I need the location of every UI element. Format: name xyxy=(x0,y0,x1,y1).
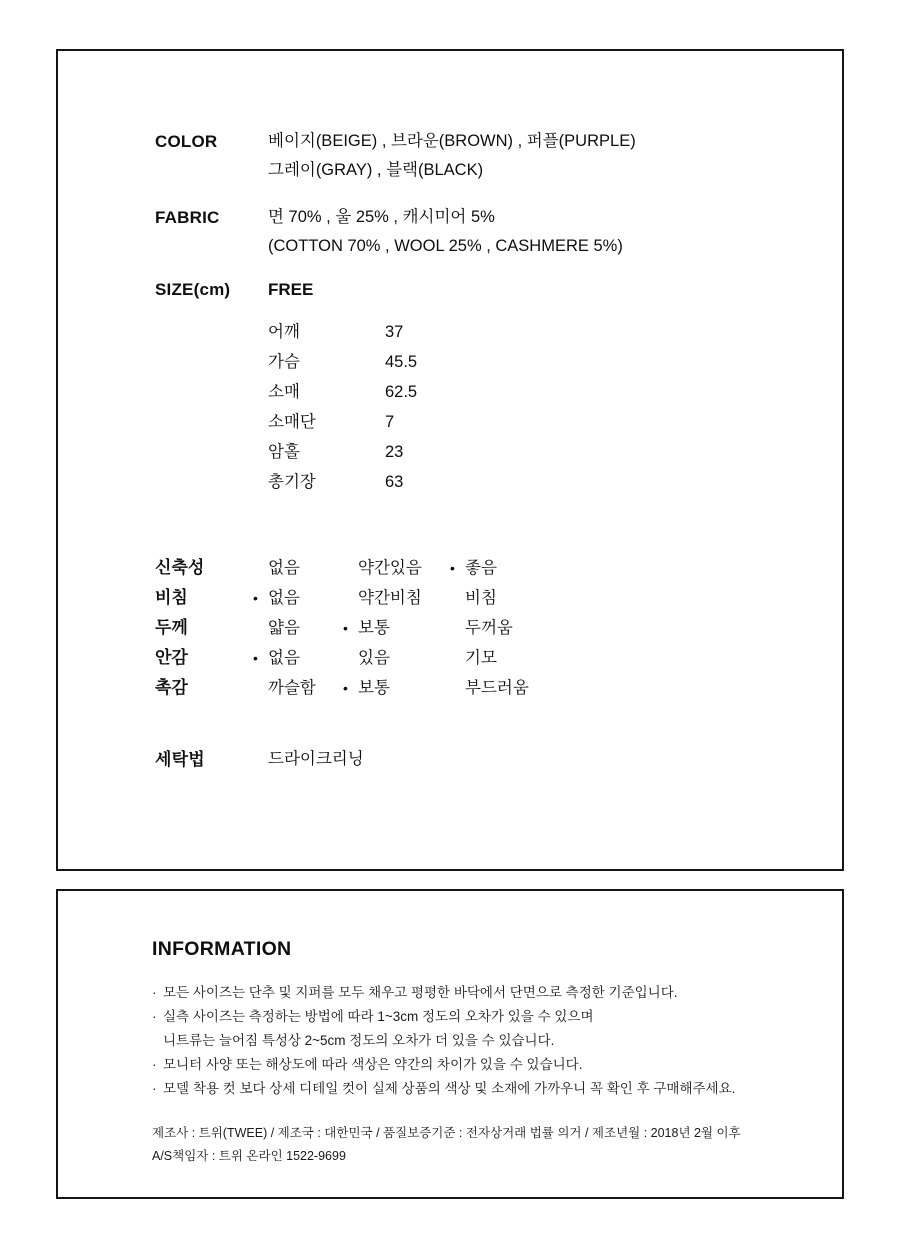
measurement-name: 총기장 xyxy=(268,473,316,491)
note-text: 모델 착용 컷 보다 상세 디테일 컷이 실제 상품의 색상 및 소재에 가까우니 꼭 확인 후 구매해주세요. xyxy=(163,1081,736,1096)
color-value-line-2: 그레이(GRAY) , 블랙(BLACK) xyxy=(268,161,484,179)
attribute-option-label: 없음 xyxy=(268,649,300,667)
size-table-row xyxy=(268,407,806,437)
attribute-option-label: 없음 xyxy=(268,589,300,607)
information-notes xyxy=(152,981,806,1101)
attribute-label: 안감 xyxy=(155,648,188,667)
information-title: INFORMATION xyxy=(152,938,292,960)
selected-bullet-icon: • xyxy=(253,590,258,606)
attribute-option-label: 얇음 xyxy=(268,619,300,637)
size-fit-value: FREE xyxy=(268,280,314,299)
attribute-option xyxy=(465,613,806,643)
attribute-option xyxy=(465,673,806,703)
measurement-value: 62.5 xyxy=(385,383,418,401)
attribute-option-label: 보통 xyxy=(358,619,390,637)
attribute-option xyxy=(253,643,358,673)
note-text: 실측 사이즈는 측정하는 방법에 따라 1~3cm 정도의 오차가 있을 수 있으며 xyxy=(163,1009,594,1024)
attribute-option-label: 비침 xyxy=(465,589,497,607)
attribute-option xyxy=(358,583,465,613)
product-spec-panel xyxy=(56,49,844,871)
size-measurement-table xyxy=(268,317,806,497)
measurement-value: 37 xyxy=(385,323,404,341)
attribute-option-label: 보통 xyxy=(358,679,390,697)
fabric-row xyxy=(155,203,806,261)
manufacturer-line-2: A/S책임자 : 트위 온라인 1522-9699 xyxy=(152,1149,346,1163)
note-text: 모니터 사양 또는 해상도에 따라 색상은 약간의 차이가 있을 수 있습니다. xyxy=(163,1057,583,1072)
attribute-option xyxy=(268,553,358,583)
measurement-name: 어깨 xyxy=(268,323,300,341)
fabric-label: FABRIC xyxy=(155,208,220,227)
attribute-label: 신축성 xyxy=(155,558,205,577)
size-table-row xyxy=(268,437,806,467)
attribute-row-texture xyxy=(155,673,806,703)
measurement-name: 소매 xyxy=(268,383,300,401)
information-panel xyxy=(56,889,844,1199)
selected-bullet-icon: • xyxy=(343,680,348,696)
attribute-row-sheerness xyxy=(155,583,806,613)
info-note xyxy=(152,1005,806,1029)
size-table-row xyxy=(268,467,806,497)
attribute-option-label: 없음 xyxy=(268,559,300,577)
fabric-value-line-2: (COTTON 70% , WOOL 25% , CASHMERE 5%) xyxy=(268,237,623,255)
attribute-option xyxy=(343,673,465,703)
color-value xyxy=(268,127,636,185)
note-bullet-icon: · xyxy=(152,1009,157,1024)
size-table-row xyxy=(268,377,806,407)
attribute-option xyxy=(358,553,465,583)
selected-bullet-icon: • xyxy=(450,560,455,576)
manufacturer-info xyxy=(152,1122,806,1168)
size-row xyxy=(155,275,806,304)
attribute-option xyxy=(450,553,806,583)
info-note xyxy=(152,981,806,1005)
attribute-row-elasticity xyxy=(155,553,806,583)
attribute-option-label: 약간비침 xyxy=(358,589,422,607)
attribute-option-label: 약간있음 xyxy=(358,559,422,577)
info-note xyxy=(152,1053,806,1077)
attribute-option-label: 좋음 xyxy=(465,559,497,577)
fabric-value xyxy=(268,203,623,261)
measurement-name: 암홀 xyxy=(268,443,300,461)
measurement-name: 가슴 xyxy=(268,353,300,371)
note-bullet-icon xyxy=(152,1029,163,1053)
selected-bullet-icon: • xyxy=(253,650,258,666)
note-text: 모든 사이즈는 단추 및 지퍼를 모두 채우고 평평한 바닥에서 단면으로 측정한 기준입니다. xyxy=(163,985,678,1000)
care-row xyxy=(155,745,806,774)
attribute-label: 비침 xyxy=(155,588,188,607)
color-row xyxy=(155,127,806,185)
size-table-row xyxy=(268,317,806,347)
note-bullet-icon: · xyxy=(152,1081,157,1096)
fabric-value-line-1: 면 70% , 울 25% , 캐시미어 5% xyxy=(268,208,495,226)
info-note xyxy=(152,1077,806,1101)
info-note-continuation xyxy=(152,1029,806,1053)
measurement-value: 45.5 xyxy=(385,353,418,371)
note-text: 니트류는 늘어짐 특성상 2~5cm 정도의 오차가 더 있을 수 있습니다. xyxy=(163,1033,555,1048)
attribute-option-label: 두꺼움 xyxy=(465,619,513,637)
size-table-row xyxy=(268,347,806,377)
manufacturer-line-1: 제조사 : 트위(TWEE) / 제조국 : 대한민국 / 품질보증기준 : 전자상거래 법률 의거 / 제조년월 : 2018년 2월 이후 xyxy=(152,1126,741,1140)
attribute-option xyxy=(358,643,465,673)
attribute-label: 촉감 xyxy=(155,678,188,697)
note-bullet-icon: · xyxy=(152,1057,157,1072)
measurement-value: 23 xyxy=(385,443,404,461)
size-label: SIZE(cm) xyxy=(155,280,231,299)
attribute-option-label: 기모 xyxy=(465,649,497,667)
attribute-row-thickness xyxy=(155,613,806,643)
measurement-value: 7 xyxy=(385,413,395,431)
attribute-option xyxy=(343,613,465,643)
attribute-option xyxy=(465,643,806,673)
care-label: 세탁법 xyxy=(155,750,205,769)
attribute-label: 두께 xyxy=(155,618,188,637)
fabric-attributes xyxy=(155,553,806,703)
note-bullet-icon: · xyxy=(152,985,157,1000)
care-value: 드라이크리닝 xyxy=(268,750,364,768)
selected-bullet-icon: • xyxy=(343,620,348,636)
attribute-option xyxy=(465,583,806,613)
attribute-option xyxy=(253,583,358,613)
color-label: COLOR xyxy=(155,132,218,151)
measurement-name: 소매단 xyxy=(268,413,316,431)
attribute-option-label: 까슬함 xyxy=(268,679,316,697)
attribute-option-label: 있음 xyxy=(358,649,390,667)
measurement-value: 63 xyxy=(385,473,404,491)
attribute-row-lining xyxy=(155,643,806,673)
attribute-option-label: 부드러움 xyxy=(465,679,529,697)
color-value-line-1: 베이지(BEIGE) , 브라운(BROWN) , 퍼플(PURPLE) xyxy=(268,132,636,150)
